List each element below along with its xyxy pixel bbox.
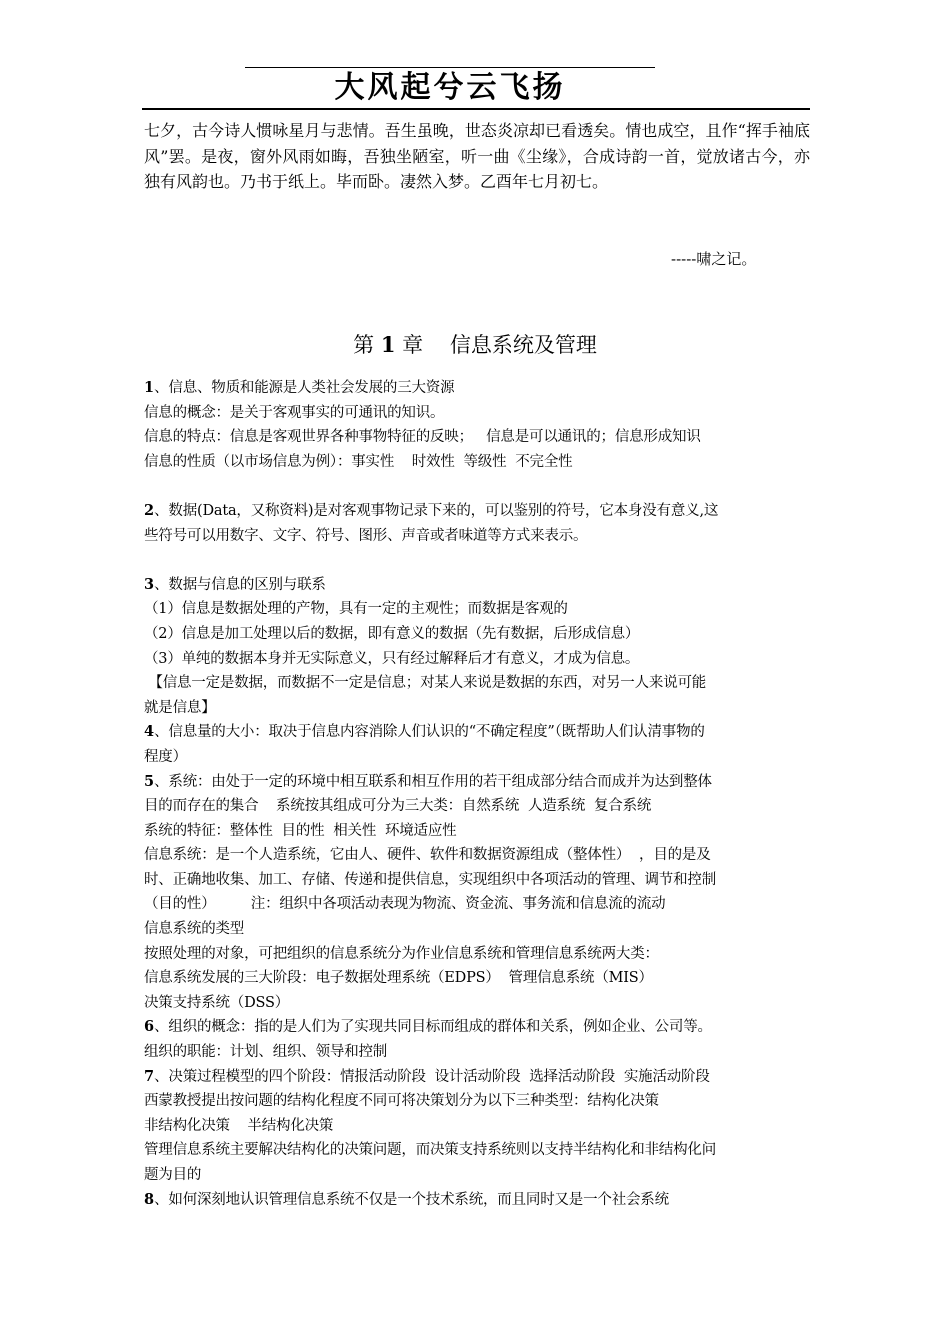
text-line [144,622,810,647]
line-text: 、数据(Data，又称资料)是对客观事物记录下来的，可以鉴别的符号，它本身没有意义,这 [154,502,719,519]
line-text: 、系统：由处于一定的环境中相互联系和相互作用的若干组成部分结合而成并为达到整体 [154,773,712,790]
preface-signature: -----啸之记。 [671,250,757,268]
text-line [144,843,810,868]
line-text: 、决策过程模型的四个阶段：情报活动阶段 设计活动阶段 选择活动阶段 实施活动阶段 [154,1068,710,1085]
text-line [144,376,810,401]
text-line [144,720,810,745]
text-line [144,991,810,1016]
text-line [144,1114,810,1139]
chapter-suffix: 章 [402,333,424,357]
text-line [144,942,810,967]
blank-line [144,474,810,499]
chapter-title [0,330,950,360]
text-line [144,770,810,795]
line-text: 信息的性质（以市场信息为例）：事实性 时效性 等级性 不完全性 [144,453,573,470]
line-text: 系统的特征：整体性 目的性 相关性 环境适应性 [144,822,457,839]
line-text: 按照处理的对象，可把组织的信息系统分为作业信息系统和管理信息系统两大类： [144,945,659,962]
line-text: 决策支持系统（DSS） [144,994,290,1011]
line-text: 组织的职能：计划、组织、领导和控制 [144,1044,388,1061]
line-text: （2）信息是加工处理以后的数据，即有意义的数据（先有数据，后形成信息） [144,625,640,642]
text-line [144,597,810,622]
text-line [144,892,810,917]
text-line [144,696,810,721]
line-text: 就是信息】 [144,699,216,716]
text-line [144,745,810,770]
header-bottom-rule [142,108,810,110]
text-line [144,671,810,696]
text-line [144,1065,810,1090]
header-title: 大风起兮云飞扬 [334,70,566,105]
text-line [144,794,810,819]
line-text: 目的而存在的集合 系统按其组成可分为三大类：自然系统 人造系统 复合系统 [144,798,652,815]
line-text: 西蒙教授提出按问题的结构化程度不同可将决策划分为以下三种类型：结构化决策 [144,1093,659,1110]
line-text: （3）单纯的数据本身并无实际意义，只有经过解释后才有意义，才成为信息。 [144,650,640,667]
line-text: 信息系统发展的三大阶段：电子数据处理系统（EDPS） 管理信息系统（MIS） [144,970,653,987]
section-number: 7 [144,1067,155,1085]
text-line [144,1163,810,1188]
line-text: 、如何深刻地认识管理信息系统不仅是一个技术系统，而且同时又是一个社会系统 [154,1191,669,1208]
text-line [144,499,810,524]
line-text: 时、正确地收集、加工、存储、传递和提供信息，实现组织中各项活动的管理、调节和控制 [144,871,716,888]
section-number: 2 [144,501,155,519]
text-line [144,425,810,450]
line-text: 信息系统：是一个人造系统，它由人、硬件、软件和数据资源组成（整体性） ，目的是及 [144,847,711,864]
text-line [144,524,810,549]
line-text: 题为目的 [144,1167,202,1183]
blank-line [144,548,810,573]
chapter-content [144,376,810,1212]
text-line [144,1089,810,1114]
chapter-prefix: 第 [353,333,375,357]
text-line [144,1015,810,1040]
text-line [144,573,810,598]
text-line [144,1188,810,1213]
text-line [144,450,810,475]
text-line [144,917,810,942]
chapter-name: 信息系统及管理 [449,333,597,357]
line-text: 非结构化决策 半结构化决策 [144,1117,334,1134]
line-text: 信息的概念：是关于客观事实的可通讯的知识。 [144,404,445,421]
text-line [144,401,810,426]
line-text: 【信息一定是数据，而数据不一定是信息；对某人来说是数据的东西，对另一人来说可能 [144,675,707,692]
line-text: 、组织的概念：指的是人们为了实现共同目标而组成的群体和关系，例如企业、公司等。 [154,1019,712,1036]
preface-paragraph: 七夕，古今诗人惯咏星月与悲情。吾生虽晚，世态炎凉却已看透矣。情也成空，且作“挥手袖底风”罢。是夜，窗外风雨如晦，吾独坐陋室，听一曲《尘缘》，合成诗韵一首，觉放诸古今，亦独有风韵也。乃书于纸上。毕而卧。凄然入梦。乙酉年七月初七。 [144,121,810,191]
chapter-number: 1 [380,332,396,357]
text-line [144,1040,810,1065]
section-number: 5 [144,772,155,790]
section-number: 4 [144,723,155,741]
section-number: 1 [144,379,155,396]
line-text: 、信息量的大小：取决于信息内容消除人们认识的“不确定程度”（既帮助人们认清事物的 [154,724,705,741]
line-text: 些符号可以用数字、文字、符号、图形、声音或者味道等方式来表示。 [144,527,588,544]
text-line [144,819,810,844]
line-text: 信息的特点：信息是客观世界各种事物特征的反映； 信息是可以通讯的；信息形成知识 [144,429,701,446]
line-text: （目的性） 注：组织中各项活动表现为物流、资金流、事务流和信息流的流动 [144,896,666,913]
section-number: 8 [144,1190,155,1208]
text-line [144,868,810,893]
line-text: （1）信息是数据处理的产物，具有一定的主观性；而数据是客观的 [144,601,568,618]
section-number: 3 [144,575,155,593]
section-number: 6 [144,1018,155,1036]
line-text: 管理信息系统主要解决结构化的决策问题，而决策支持系统则以支持半结构化和非结构化问 [144,1142,716,1159]
text-line [144,966,810,991]
line-text: 程度） [144,748,187,765]
text-line [144,647,810,672]
line-text: 、数据与信息的区别与联系 [154,576,326,593]
line-text: 信息系统的类型 [144,921,245,938]
line-text: 、信息、物质和能源是人类社会发展的三大资源 [154,380,455,396]
text-line [144,1138,810,1163]
